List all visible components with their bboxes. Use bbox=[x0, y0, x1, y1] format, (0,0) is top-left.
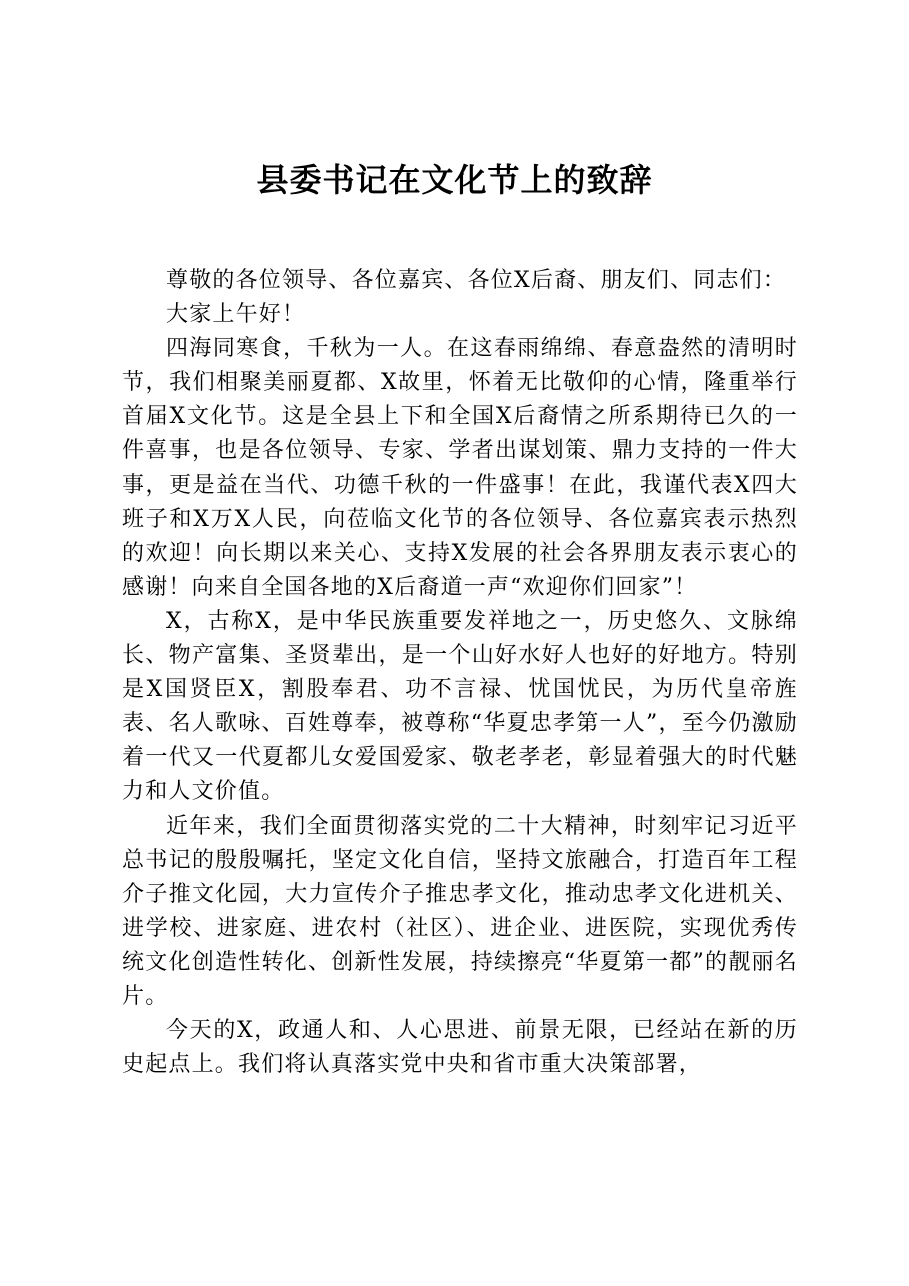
salutation-paragraph: 尊敬的各位领导、各位嘉宾、各位X后裔、朋友们、同志们： bbox=[166, 268, 787, 293]
body-paragraph: X，古称X，是中华民族重要发祥地之一，历史悠久、文脉绵长、物产富集、圣贤辈出，是一个山好水好人也好的好地方。特别是X国贤臣X，割股奉君、功不言禄、忧国忧民，为历代皇帝旌表、名人歌咏、百姓尊奉，被尊称“华夏忠孝第一人”，至今仍激励着一代又一代夏都儿女爱国爱家、敬老孝老，彰显着强大的时代魅力和人文价值。 bbox=[122, 608, 798, 805]
body-paragraph: 近年来，我们全面贯彻落实党的二十大精神，时刻牢记习近平总书记的殷殷嘱托，坚定文化自信，坚持文旅融合，打造百年工程介子推文化园，大力宣传介子推忠孝文化，推动忠孝文化进机关、进学校、进家庭、进农村（社区）、进企业、进医院，实现优秀传统文化创造性转化、创新性发展，持续擦亮“华夏第一都”的靓丽名片。 bbox=[122, 813, 798, 1009]
body-paragraph: 四海同寒食，千秋为一人。在这春雨绵绵、春意盎然的清明时节，我们相聚美丽夏都、X故里，怀着无比敬仰的心情，隆重举行首届X文化节。这是全县上下和全国X后裔情之所系期待已久的一件喜事，也是各位领导、专家、学者出谋划策、鼎力支持的一件大事，更是益在当代、功德千秋的一件盛事！在此，我谨代表X四大班子和X万X人民，向莅临文化节的各位领导、各位嘉宾表示热烈的欢迎！向长期以来关心、支持X发展的社会各界朋友表示衷心的感谢！向来自全国各地的X后裔道一声“欢迎你们回家”！ bbox=[122, 336, 798, 600]
document-title: 县委书记在文化节上的致辞 bbox=[256, 161, 653, 199]
greeting-paragraph: 大家上午好！ bbox=[166, 302, 306, 328]
body-paragraph: 今天的X，政通人和、人心思进、前景无限，已经站在新的历史起点上。我们将认真落实党中央和省市重大决策部署， bbox=[122, 1018, 798, 1078]
document-body bbox=[122, 264, 798, 1082]
